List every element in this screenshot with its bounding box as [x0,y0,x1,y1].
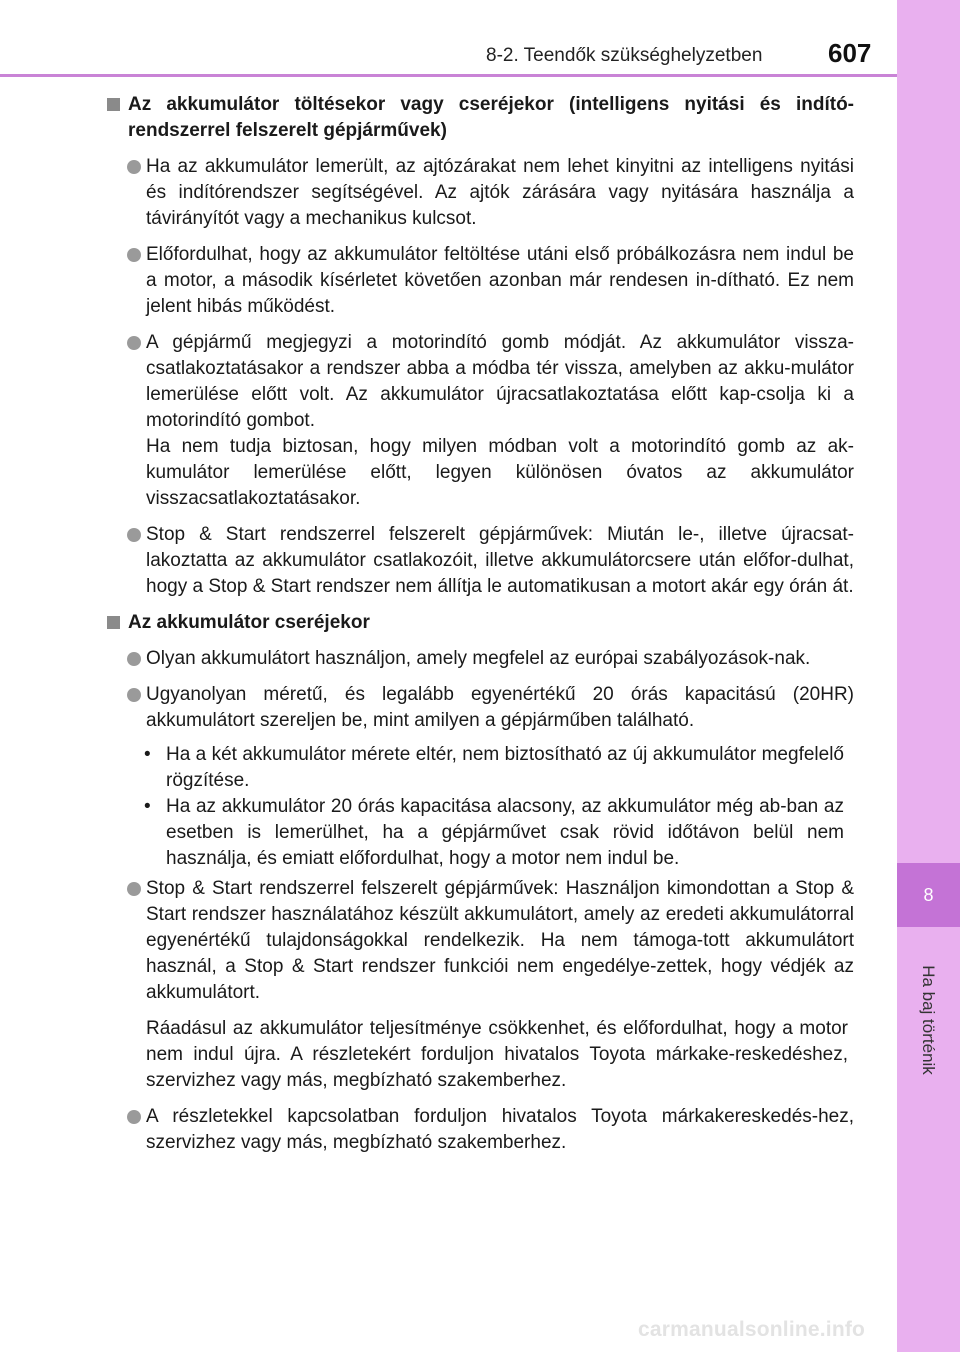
section-heading: Az akkumulátor töltésekor vagy cseréjekor (intelligens nyitási és indító-rendszerrel felszerelt gépjárművek) [106,92,854,144]
header-divider [0,74,897,77]
square-bullet-icon [107,616,120,629]
list-item: Stop & Start rendszerrel felszerelt gépjárművek: Használjon kimondottan a Stop & Start rendszer használatához készült akkumulátort, amely az eredeti akkumulátorral egyenértékű tulajdonságokkal rendelkezik. Ha nem támoga-tott akkumulátort használ, a Stop & Start rendszer funkciói nem engedélye-zettek, hogy védjék az akkumulátort. [106,876,854,1006]
list-item: Előfordulhat, hogy az akkumulátor feltöltése utáni első próbálkozásra nem indul be a motor, a második kísérletet követően azonban már rendesen in-dítható. Ez nem jelent hibás működést. [106,242,854,320]
side-tab [897,0,960,1352]
page-number: 607 [828,38,872,68]
chapter-number-box [897,863,960,927]
circle-bullet-icon [127,688,141,702]
square-bullet-icon [107,98,120,111]
dot-bullet-icon: • [144,744,151,765]
list-item: A részletekkel kapcsolatban forduljon hivatalos Toyota márkakereskedés-hez, szervizhez vagy más, megbízható szakemberhez. [106,1104,854,1156]
watermark: carmanualsonline.info [638,1318,866,1341]
circle-bullet-icon [127,160,141,174]
section-heading: Az akkumulátor cseréjekor [106,610,854,636]
circle-bullet-icon [127,882,141,896]
list-item-extra: Ha nem tudja biztosan, hogy milyen módban volt a motorindító gomb az ak-kumulátor lemerülése előtt, legyen különösen óvatos az akkumulátor visszacsatlakoztatásakor. [146,436,854,509]
circle-bullet-icon [127,528,141,542]
circle-bullet-icon [127,1110,141,1124]
circle-bullet-icon [127,336,141,350]
list-item: A gépjármű megjegyzi a motorindító gomb módját. Az akkumulátor vissza-csatlakoztatásakor a rendszer abba a módba tér vissza, amelyben az akku-mulátor lemerülése előtt volt. Az akkumulátor újracsatlakoztatása előtt kap-csolja ki a motorindító gombot. Ha nem tudja biztosan, hogy milyen módban volt a motorindító gomb az ak-kumulátor lemerülése előtt, legyen különösen óvatos az akkumulátor visszacsatlakoztatásakor. [106,330,854,512]
list-item: Olyan akkumulátort használjon, amely megfelel az európai szabályozások-nak. [106,646,854,672]
page-content [106,92,854,1166]
chapter-number: 8 [923,884,934,905]
list-item: Stop & Start rendszerrel felszerelt gépjárművek: Miután le-, illetve újracsat-lakoztatta az akkumulátor csatlakozóit, illetve akkumulátorcsere után előfor-dulhat, hogy a Stop & Start rendszer nem állítja le automatikusan a motort akár egy órán át. [106,522,854,600]
list-item: Ugyanolyan méretű, és legalább egyenértékű 20 órás kapacitású (20HR) akkumulátort szereljen be, mint amilyen a gépjárműben található. [106,682,854,734]
section-title: 8-2. Teendők szükséghelyzetben [486,45,763,66]
list-item: Ha az akkumulátor lemerült, az ajtózárakat nem lehet kinyitni az intelligens nyitási és indítórendszer segítségével. Az ajtók zárására vagy nyitására használja a távirányítót vagy a mechanikus kulcsot. [106,154,854,232]
paragraph-continuation: Ráadásul az akkumulátor teljesítménye csökkenhet, és előfordulhat, hogy a motor nem indul újra. A részletekért forduljon hivatalos Toyota márkake-reskedéshez, szervizhez vagy más, megbízható szakemberhez. [146,1018,848,1091]
sub-bullet-item: • Ha az akkumulátor 20 órás kapacitása alacsony, az akkumulátor még ab-ban az esetben is lemerülhet, ha a gépjárművet csak rövid időtávon belül nem használja, és emiatt előfordulhat, hogy a motor nem indul be. [144,796,844,869]
chapter-title: Ha baj történik [919,965,938,1075]
sub-bullet-list [106,742,854,872]
circle-bullet-icon [127,652,141,666]
sub-bullet-item: • Ha a két akkumulátor mérete eltér, nem biztosítható az új akkumulátor megfelelő rögzítése. [144,744,844,791]
dot-bullet-icon: • [144,796,151,817]
circle-bullet-icon [127,248,141,262]
